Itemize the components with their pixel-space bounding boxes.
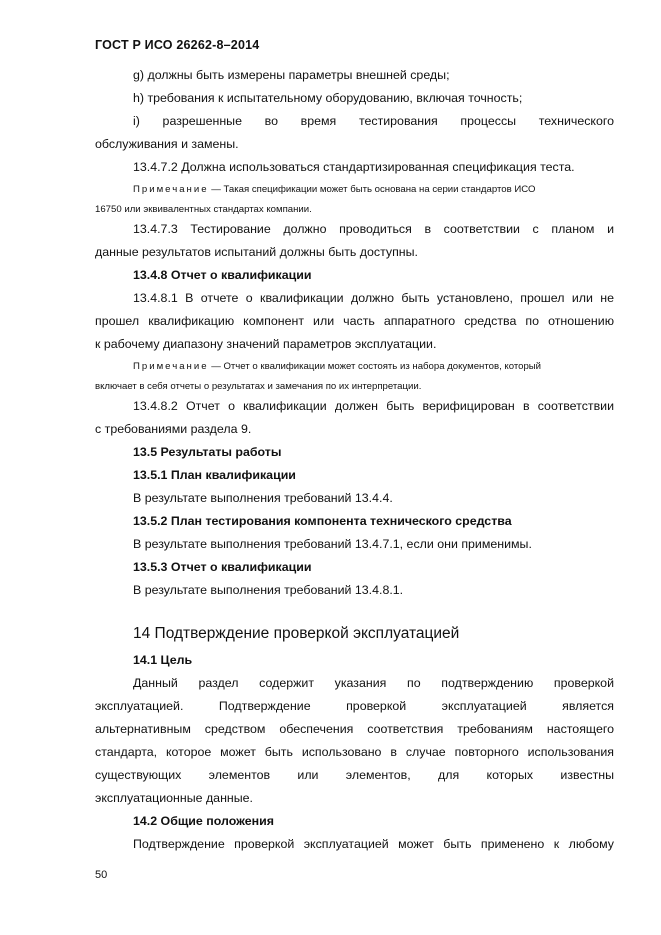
- note-2-line2: включает в себя отчеты о результатах и замечания по их интерпретации.: [95, 380, 422, 392]
- page-content: [95, 64, 614, 856]
- paragraph-13-4-7-3-line1: 13.4.7.3 Тестирование должно проводиться в соответствии с планом и: [133, 222, 614, 236]
- heading-13-5-2: 13.5.2 План тестирования компонента технического средства: [133, 514, 512, 528]
- note-1-line1: [95, 181, 614, 199]
- paragraph-13-5-3: В результате выполнения требований 13.4.8.1.: [133, 583, 404, 597]
- heading-section-14: 14 Подтверждение проверкой эксплуатацией: [133, 625, 460, 642]
- note-text: — Такая спецификации может быть основана на серии стандартов ИСО: [208, 184, 536, 195]
- heading-14-1: 14.1 Цель: [133, 653, 193, 667]
- paragraph-14-2-line1: Подтверждение проверкой эксплуатацией может быть применено к любому: [133, 837, 614, 851]
- paragraph-13-5-2: В результате выполнения требований 13.4.7.1, если они применимы.: [133, 537, 532, 551]
- note-1-line2: 16750 или эквивалентных стандартах компании.: [95, 203, 312, 215]
- paragraph-14-1-line2: эксплуатацией. Подтверждение проверкой эксплуатацией является: [95, 699, 614, 713]
- heading-14-2: 14.2 Общие положения: [133, 814, 274, 828]
- note-2-line1: [95, 358, 614, 376]
- paragraph-13-4-8-2-line2: с требованиями раздела 9.: [95, 422, 252, 436]
- note-label: Примечание: [133, 361, 209, 372]
- paragraph-14-1-line5: существующих элементов или элементов, для которых известны: [95, 768, 614, 782]
- paragraph-13-4-8-1-line3: к рабочему диапазону значений параметров эксплуатации.: [95, 337, 437, 351]
- paragraph-13-4-7-3-line2: данные результатов испытаний должны быть доступны.: [95, 245, 418, 259]
- paragraph-13-5-1: В результате выполнения требований 13.4.4.: [133, 491, 393, 505]
- document-header: ГОСТ Р ИСО 26262-8–2014: [95, 38, 260, 52]
- list-item-i-line2: обслуживания и замены.: [95, 137, 239, 151]
- paragraph-14-1-line4: стандарта, которое может быть использовано в случае повторного использования: [95, 745, 614, 759]
- heading-13-5-3: 13.5.3 Отчет о квалификации: [133, 560, 312, 574]
- paragraph-13-4-8-2-line1: 13.4.8.2 Отчет о квалификации должен быть верифицирован в соответствии: [133, 399, 614, 413]
- paragraph-14-1-line3: альтернативным средством обеспечения соответствия требованиям настоящего: [95, 722, 614, 736]
- paragraph-14-1-line1: Данный раздел содержит указания по подтверждению проверкой: [133, 676, 614, 690]
- note-text: — Отчет о квалификации может состоять из набора документов, который: [208, 361, 542, 372]
- note-label: Примечание: [133, 184, 209, 195]
- list-item-i-line1: i) разрешенные во время тестирования процессы технического: [133, 114, 614, 128]
- heading-13-4-8: 13.4.8 Отчет о квалификации: [133, 268, 312, 282]
- paragraph-13-4-7-2: 13.4.7.2 Должна использоваться стандартизированная спецификация теста.: [133, 160, 575, 174]
- paragraph-13-4-8-1-line2: прошел квалификацию компонент или часть аппаратного средства по отношению: [95, 314, 614, 328]
- page-number: 50: [95, 869, 108, 881]
- paragraph-14-1-line6: эксплуатационные данные.: [95, 791, 253, 805]
- list-item-g: g) должны быть измерены параметры внешней среды;: [133, 68, 450, 82]
- paragraph-13-4-8-1-line1: 13.4.8.1 В отчете о квалификации должно быть установлено, прошел или не: [133, 291, 614, 305]
- list-item-h: h) требования к испытательному оборудованию, включая точность;: [133, 91, 523, 105]
- heading-13-5: 13.5 Результаты работы: [133, 445, 282, 459]
- heading-13-5-1: 13.5.1 План квалификации: [133, 468, 296, 482]
